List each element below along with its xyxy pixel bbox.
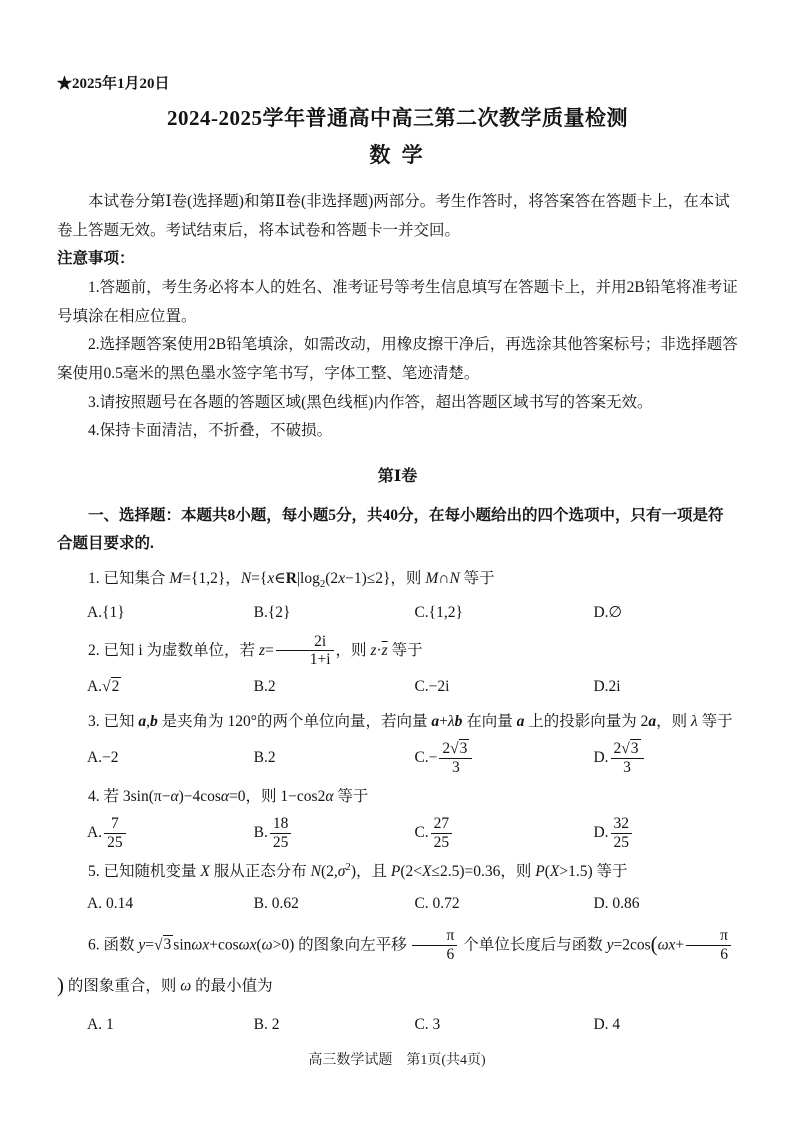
question-item <box>57 633 738 703</box>
notice-item: 3.请按照题号在各题的答题区域(黑色线框)内作答，超出答题区域书写的答案无效。 <box>88 393 653 411</box>
option-b: B.{2} <box>253 604 291 622</box>
option-c: C.{1,2} <box>414 604 463 622</box>
option-b: B.2 <box>253 749 276 767</box>
option-c: C.− $\frac{2√3}{3}$ <box>414 740 593 777</box>
question-stem: 4. 若 3sin(π−α)−4cosα=0，则 1−cos2α 等于 <box>88 787 369 805</box>
question-options <box>57 672 738 702</box>
question-options <box>57 740 738 777</box>
question-stem: 1. 已知集合 M={1,2}，$N=\{x\in R|\log_2(2x-1)\le 2\}$，则 M∩N 等于 <box>88 569 495 590</box>
option-d: D.2i <box>593 677 621 695</box>
question-options <box>57 1010 738 1040</box>
notice-item: 1.答题前，考生务必将本人的姓名、准考证号等考生信息填写在答题卡上，并用2B铅笔将准考证号填涂在相应位置。 <box>57 278 738 325</box>
intro-paragraph: 本试卷分第Ⅰ卷(选择题)和第Ⅱ卷(非选择题)两部分。考生作答时，将答案答在答题卡上，在本试卷上答题无效。考试结束后，将本试卷和答题卡一并交回。 <box>57 192 730 239</box>
notice-title: 注意事项： <box>57 250 135 268</box>
question-stem: 3. 已知 a,b 是夹角为 120°的两个单位向量，若向量 a+λb 在向量 a 上的投影向量为 2a，则 λ 等于 <box>88 713 733 731</box>
notice-item: 2.选择题答案使用2B铅笔填涂，如需改动，用橡皮擦干净后，再选涂其他答案标号；非选择题答案使用0.5毫米的黑色墨水签字笔书写，字体工整、笔迹清楚。 <box>57 336 738 382</box>
option-a: A.−2 <box>87 749 119 767</box>
option-a: A.{1} <box>87 604 125 622</box>
page-footer: 高三数学试题 第1页(共4页) <box>308 1053 486 1069</box>
question-item <box>57 781 738 852</box>
option-a: A.√2 <box>87 677 120 695</box>
option-d: D. $\frac{2√3}{3}$ <box>593 740 738 777</box>
question-options <box>57 815 738 852</box>
option-c: C. 3 <box>414 1015 441 1033</box>
part-title: 一、选择题：本题共8小题，每小题5分，共40分，在每小题给出的四个选项中，只有一项是符合题目要求的. <box>57 506 724 553</box>
option-c: C. $\frac{27}{25}$ <box>414 815 593 852</box>
question-item <box>57 856 738 920</box>
question-stem: 2. 已知 i 为虚数单位，若 z= $\frac{2i}{1+i}$ ，则 $z\cdot\overline{z}$ 等于 <box>88 632 423 669</box>
option-b: B. 2 <box>253 1015 280 1033</box>
option-d: D. 4 <box>593 1015 621 1033</box>
option-d: D. 0.86 <box>593 895 640 913</box>
question-item <box>57 924 738 1041</box>
question-options <box>57 599 738 629</box>
option-b: B. $\frac{18}{25}$ <box>254 815 415 852</box>
exam-title: 2024-2025学年普通高中高三第二次教学质量检测 <box>167 106 628 130</box>
exam-subject: 数 学 <box>369 142 426 167</box>
option-d: D.∅ <box>593 604 623 622</box>
question-stem: 6. 函数 y=√3 sinωx+cosωx(ω>0) 的图象向左平移 $\frac{\pi}{6}$ 个单位长度后与函数 y=2cos(ωx+ $\frac{\pi}{6}$ ) 的图象重合，则 ω 的最小值为 <box>57 924 738 1008</box>
option-a: A. $\frac{7}{25}$ <box>87 815 254 852</box>
option-a: A. 1 <box>87 1015 114 1033</box>
question-stem: 5. 已知随机变量 X 服从正态分布 $N(2,\sigma^2)$，且 P(2<X≤2.5)=0.36，则 P(X>1.5) 等于 <box>88 860 628 880</box>
question-item <box>57 706 738 777</box>
notice-item: 4.保持卡面清洁，不折叠，不破损。 <box>88 422 333 440</box>
option-a: A. 0.14 <box>87 895 134 913</box>
exam-date: ★2025年1月20日 <box>57 76 170 92</box>
option-c: C. 0.72 <box>414 895 460 913</box>
question-item <box>57 563 738 629</box>
question-options <box>57 890 738 920</box>
option-d: D. $\frac{32}{25}$ <box>593 815 738 852</box>
option-b: B.2 <box>253 677 276 695</box>
option-c: C.−2i <box>414 677 450 695</box>
option-b: B. 0.62 <box>253 895 299 913</box>
volume-title: 第Ⅰ卷 <box>377 467 418 485</box>
